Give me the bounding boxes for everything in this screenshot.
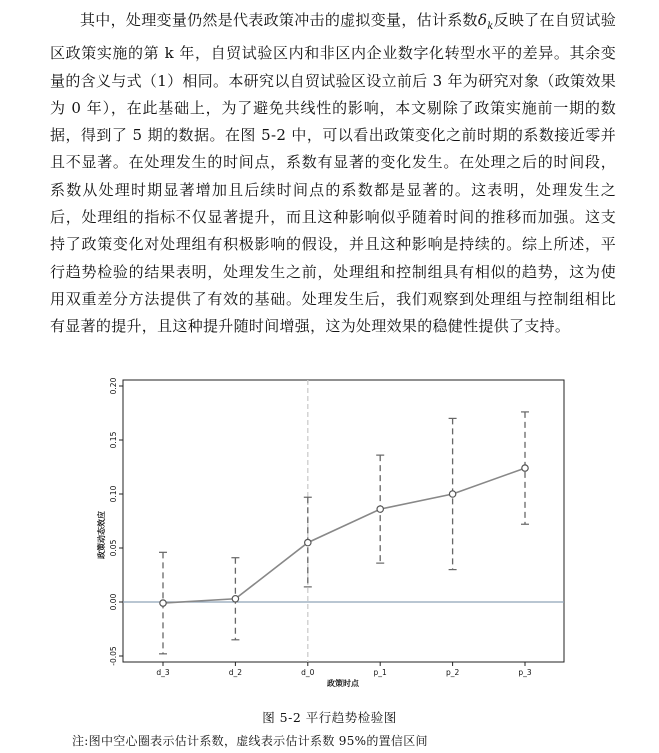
x-tick-label: p_1 — [373, 668, 387, 677]
estimate-point — [160, 600, 166, 606]
estimate-point — [449, 491, 455, 497]
y-tick-label: 0.10 — [109, 485, 118, 503]
x-tick-label: d_2 — [228, 668, 243, 677]
x-axis-ticks — [156, 662, 532, 677]
chart-reference-lines — [123, 380, 564, 662]
x-tick-label: d_3 — [156, 668, 170, 677]
body-text-part1: 其中，处理变量仍然是代表政策冲击的虚拟变量，估计系数 — [80, 11, 478, 29]
plot-border — [123, 380, 564, 662]
estimate-point — [232, 596, 238, 602]
estimate-series-line — [163, 468, 525, 603]
x-axis-label: 政策时点 — [327, 679, 359, 688]
x-tick-label: p_2 — [445, 668, 460, 677]
body-paragraph — [50, 7, 616, 341]
y-tick-label: -0.05 — [109, 646, 118, 666]
estimate-point — [377, 506, 383, 512]
figure-note: 注:图中空心圈表示估计系数，虚线表示估计系数 95%的置信区间 — [72, 734, 428, 748]
y-axis-ticks — [109, 377, 123, 665]
y-tick-label: 0.20 — [109, 377, 118, 395]
figure-caption: 图 5-2 平行趋势检验图 — [262, 710, 397, 725]
delta-subscript: k — [487, 21, 494, 32]
delta-symbol: δ — [477, 11, 488, 29]
chart-frame — [123, 380, 564, 662]
body-text-part2: 反映了在自贸试验区政策实施的第 k 年，自贸试验区内和非区内企业数字化转型水平的差异。其余变量的含义与式（1）相同。本研究以自贸试验区设立前后 3 年为研究对象（政策效果为 0 年），在此基础上，为了避免共线性的影响，本文剔除了政策实施前一期的数据，得到了 5 期的数据。在图 5-2 中，可以看出政策变化之前时期的系数接近零并且不显著。在处理发生的时间点，系数有显著的变化发生。在处理之后的时间段，系数从处理时期显著增加且后续时间点的系数都是显著的。这表明，处理发生之后，处理组的指标不仅显著提升，而且这种影响似乎随着时间的推移而加强。这支持了政策变化对处理组有积极影响的假设，并且这种影响是持续的。综上所述，平行趋势检验的结果表明，处理发生之前，处理组和控制组具有相似的趋势，这为使用双重差分方法提供了有效的基础。处理发生后，我们观察到处理组与控制组相比有显著的提升，且这种提升随时间增强，这为处理效果的稳健性提供了支持。 — [50, 11, 616, 336]
confidence-intervals — [159, 412, 529, 654]
estimate-point — [305, 539, 311, 545]
x-tick-label: p_3 — [518, 668, 532, 677]
estimate-point — [522, 465, 528, 471]
y-tick-label: 0.15 — [109, 431, 118, 449]
chart-svg — [88, 376, 568, 694]
x-tick-label: d_0 — [301, 668, 315, 677]
y-tick-label: 0.00 — [109, 593, 118, 611]
estimate-line — [163, 468, 525, 603]
y-tick-label: 0.05 — [109, 539, 118, 557]
y-axis-label: 政策动态效应 — [97, 511, 106, 559]
parallel-trend-chart — [88, 376, 568, 694]
